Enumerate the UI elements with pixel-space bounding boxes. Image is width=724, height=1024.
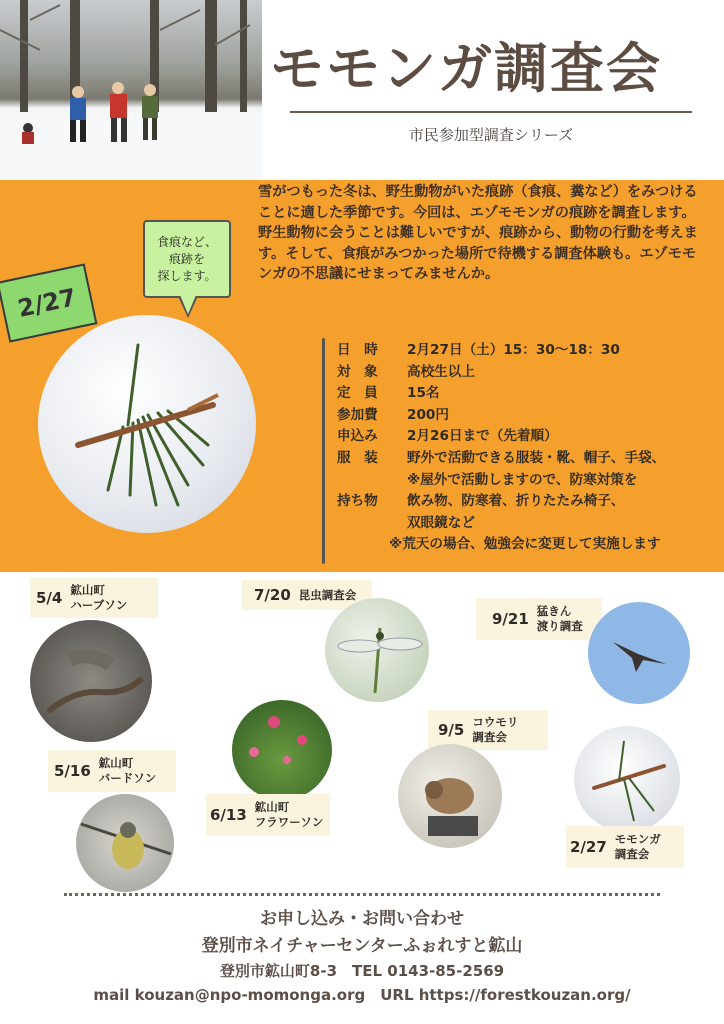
pine-twig-icon [38,315,256,533]
detail-label: 対 象 [337,363,378,380]
bubble-line: 探します。 [157,268,217,283]
bubble-line: 食痕など、 [156,234,217,249]
page-title: モモンガ調査会 [270,37,662,100]
flower-icon [232,700,332,800]
detail-row-apply [337,426,717,448]
event-date: 6/13 [210,806,247,824]
event-name: 調査会 [472,730,507,744]
event-name: 昆虫調査会 [298,587,357,602]
event-tag-birdson [48,750,176,792]
detail-row-target [337,362,717,384]
event-name: ハーブソン [70,598,128,612]
snow-forest-illustration [0,0,262,180]
detail-row-clothing-note [337,470,717,492]
bat-photo [398,744,502,848]
speech-bubble [143,220,231,298]
bubble-line: 痕跡を [168,251,205,266]
event-date: 9/21 [492,610,529,628]
mail-url: mail kouzan@npo-momonga.org URL https://forestkouzan.org/ [93,986,631,1004]
songbird-photo [76,794,174,892]
event-name: 鉱山町 [254,800,290,814]
detail-value: 双眼鏡など [407,514,475,531]
event-date: 7/20 [254,586,291,604]
bird-icon [588,602,690,704]
event-tag-raptor [476,598,602,640]
detail-row-fee [337,405,717,427]
detail-label: 日 時 [337,342,378,358]
lizard-photo [30,620,152,742]
detail-row-items2 [337,513,717,535]
event-name: 鉱山町 [98,756,134,770]
detail-value: 飲み物、防寒着、折りたたみ椅子、 [407,493,625,510]
detail-value: 高校生以上 [407,363,475,380]
detail-value: 2月26日まで（先着順） [407,428,558,445]
dragonfly-photo [325,598,429,702]
bat-icon [398,744,502,848]
event-name: フラワーソン [254,815,324,829]
detail-label: 服 装 [337,449,378,466]
dragonfly-icon [325,598,429,702]
event-date: 9/5 [438,721,465,739]
organization-name: 登別市ネイチャーセンターふぉれすと鉱山 [201,936,523,956]
detail-value: 200円 [407,406,449,423]
event-name: 調査会 [614,847,650,861]
event-tag-herbson [30,578,158,618]
event-name: 渡り調査 [536,619,583,633]
details-divider [322,338,325,564]
event-name: モモンガ [614,832,661,846]
momonga-twig-photo [574,726,680,832]
event-name: 猛きん [536,604,572,618]
detail-note: ※屋外で活動しますので、防寒対策を [407,471,638,488]
detail-row-clothing [337,448,717,470]
event-details [337,340,717,556]
detail-value: 15名 [407,385,440,402]
snow-survey-photo [0,0,262,180]
event-name: コウモリ [472,715,519,729]
detail-label: 参加費 [337,406,378,423]
detail-row-items [337,491,717,513]
detail-value: 野外で活動できる服装・靴、帽子、手袋、 [407,449,666,466]
detail-value: 2月27日（土）15：30〜18：30 [407,342,620,358]
songbird-icon [76,794,174,892]
detail-row-capacity [337,383,717,405]
weather-note: ※荒天の場合、勉強会に変更して実施します [389,536,661,553]
event-tag-flowerson [206,794,330,836]
event-name: バードソン [98,771,157,785]
intro-text: 雪がつもった冬は、野生動物がいた痕跡（食痕、糞など）をみつけることに適した季節です。今回は、エゾモモンガの痕跡を調査します。野生動物に会うことは難しいですが、痕跡から、動物の行動を考えます。そして、食痕がみつかった場所で待機する調査体験も。エゾモモンガの不思議にせまってみませんか。 [258,184,698,283]
event-date: 2/27 [570,838,607,856]
pine-twig-photo [38,315,256,533]
event-name: 鉱山町 [70,583,105,597]
event-date: 5/16 [54,762,91,780]
event-tag-momonga [566,826,684,868]
footer-divider [64,893,660,896]
detail-label: 申込み [337,428,378,445]
pine-twig-small-icon [574,726,680,832]
page-subtitle: 市民参加型調査シリーズ [408,126,574,144]
lizard-icon [30,620,152,742]
detail-label: 持ち物 [337,493,378,510]
detail-label: 定 員 [337,385,378,402]
title-underline [290,111,692,113]
bubble-tail-fill [180,295,196,314]
contact-heading: お申し込み・お問い合わせ [260,909,464,929]
address-tel: 登別市鉱山町8-3 TEL 0143-85-2569 [219,962,505,980]
hawk-photo [588,602,690,704]
flower-photo [232,700,332,800]
event-date-flag: 2/27 [0,263,97,342]
event-date: 5/4 [36,589,63,607]
detail-row-datetime [337,340,717,362]
